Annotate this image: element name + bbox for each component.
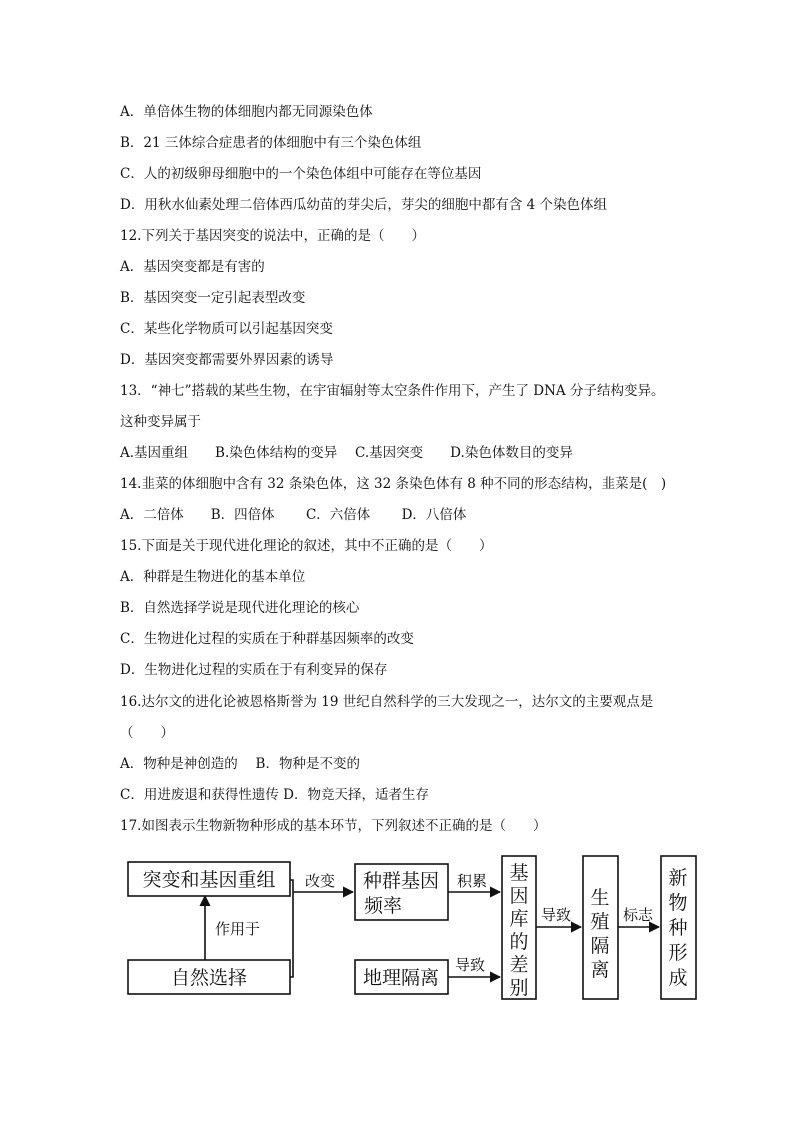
changes-label: 改变 [305,872,336,890]
q15-stem: 15.下面是关于现代进化理论的叙述，其中不正确的是（ ） [120,538,493,554]
q12-stem: 12.下列关于基因突变的说法中，正确的是（ ） [120,228,425,244]
mutation-label: 突变和基因重组 [142,869,276,891]
q11-option-d: D．用秋水仙素处理二倍体西瓜幼苗的芽尖后，芽尖的细胞中都有含 4 个染色体组 [120,197,607,213]
new-species-char: 种 [668,917,688,939]
accumulate-label: 积累 [457,872,488,890]
new-species-char: 形 [668,942,688,964]
q14-stem: 14.韭菜的体细胞中含有 32 条染色体，这 32 条染色体有 8 种不同的形态结构，韭菜是( ) [120,476,667,492]
leads-to-label-2: 导致 [541,906,572,924]
marks-label: 标志 [623,906,654,924]
q12-option-a: A．基因突变都是有害的 [120,259,265,275]
q11-option-c: C．人的初级卵母细胞中的一个染色体组中可能存在等位基因 [120,166,482,182]
q15-option-d: D．生物进化过程的实质在于有利变异的保存 [120,662,388,678]
acts-on-label: 作用于 [215,920,261,938]
reproductive-isolation-char: 生 [590,887,610,909]
q16-options-cd: C．用进废退和获得性遗传 D．物竞天择，适者生存 [120,787,429,803]
q16-options-ab: A．物种是神创造的 B．物种是不变的 [120,756,360,772]
gene-pool-char: 基 [509,862,529,884]
gene-pool-char: 库 [509,908,529,930]
q15-option-a: A．种群是生物进化的基本单位 [120,569,306,585]
q13-stem-line2: 这种变异属于 [120,414,201,430]
q14-options: A．二倍体 B．四倍体 C．六倍体 D．八倍体 [120,507,467,523]
geographic-isolation-label: 地理隔离 [362,967,440,989]
gene-frequency-label-2: 频率 [363,895,403,917]
q16-stem-line2: （ ） [120,725,174,741]
gene-pool-char: 的 [509,931,529,953]
q15-option-c: C．生物进化过程的实质在于种群基因频率的改变 [120,631,414,647]
reproductive-isolation-char: 离 [590,959,610,981]
gene-pool-char: 因 [509,885,529,907]
reproductive-isolation-char: 殖 [590,911,610,933]
gene-frequency-label-1: 种群基因 [362,870,440,892]
q11-option-b: B．21 三体综合症患者的体细胞中有三个染色体组 [120,135,422,151]
q12-option-c: C．某些化学物质可以引起基因突变 [120,321,333,337]
new-species-char: 成 [668,967,688,989]
gene-pool-char: 差 [509,954,529,976]
q17-stem: 17.如图表示生物新物种形成的基本环节，下列叙述不正确的是（ ） [120,818,547,834]
q13-options: A.基因重组 B.染色体结构的变异 C.基因突变 D.染色体数目的变异 [120,445,573,461]
reproductive-isolation-char: 隔 [590,935,610,957]
leads-to-label-1: 导致 [455,956,486,974]
q15-option-b: B．自然选择学说是现代进化理论的核心 [120,600,360,616]
new-species-char: 新 [668,867,688,889]
speciation-flow-diagram [125,852,705,1011]
new-species-char: 物 [668,892,688,914]
selection-label: 自然选择 [170,967,248,989]
q16-stem-line1: 16.达尔文的进化论被恩格斯誉为 19 世纪自然科学的三大发现之一，达尔文的主要观点是 [120,694,654,710]
q11-option-a: A．单倍体生物的体细胞内都无同源染色体 [120,104,373,120]
q12-option-d: D．基因突变都需要外界因素的诱导 [120,352,334,368]
gene-pool-char: 别 [509,977,529,999]
q12-option-b: B．基因突变一定引起表型改变 [120,290,306,306]
q13-stem-line1: 13．“神七”搭载的某些生物，在宇宙辐射等太空条件作用下，产生了 DNA 分子结构变异。 [120,383,665,399]
